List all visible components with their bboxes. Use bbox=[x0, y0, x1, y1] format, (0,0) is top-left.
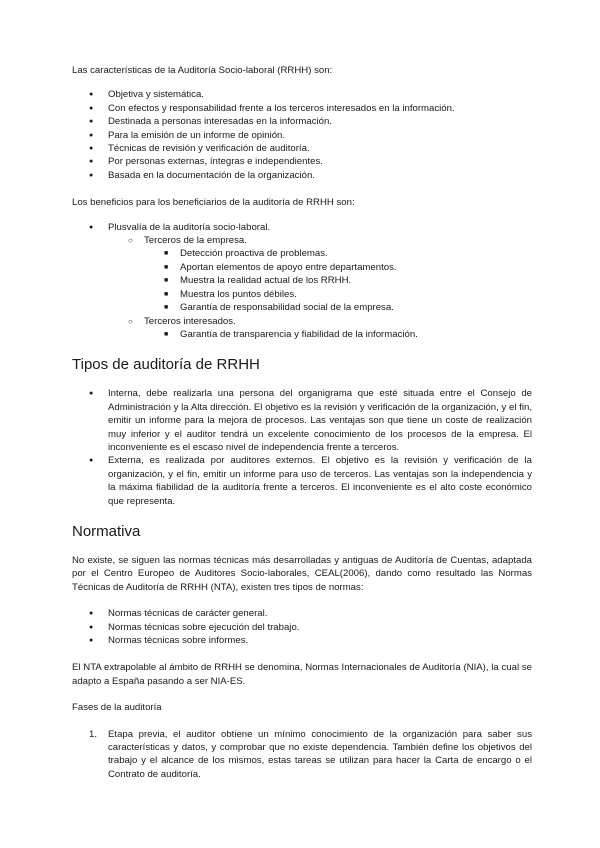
list-item: ■ Detección proactiva de problemas. bbox=[144, 247, 532, 260]
list-item: ● Normas técnicas sobre ejecución del trabajo. bbox=[72, 621, 532, 634]
list-item: ■ Aportan elementos de apoyo entre departamentos. bbox=[144, 261, 532, 274]
beneficio-plusvalia: Plusvalía de la auditoría socio-laboral. bbox=[108, 221, 271, 233]
tipos-list bbox=[72, 387, 532, 508]
interesados-items-list bbox=[144, 328, 532, 341]
list-item: ● Normas técnicas de carácter general. bbox=[72, 607, 532, 620]
terceros-empresa: Terceros de la empresa. bbox=[144, 235, 247, 247]
fases-label: Fases de la auditoría bbox=[72, 702, 162, 714]
normativa-heading: Normativa bbox=[72, 522, 141, 540]
list-item bbox=[108, 315, 532, 342]
list-item: ■ Garantía de transparencia y fiabilidad de la información. bbox=[144, 328, 532, 341]
document-page bbox=[72, 64, 532, 781]
list-item: ■ Garantía de responsabilidad social de la empresa. bbox=[144, 301, 532, 314]
normativa-paragraph-2: El NTA extrapolable al ámbito de RRHH se denomina, Normas Internacionales de Auditoría (NIA), la cual se adapto a España pasando a ser NIA-ES. bbox=[72, 662, 532, 687]
beneficios-list bbox=[72, 221, 532, 342]
list-item: ● Para la emisión de un informe de opinión. bbox=[72, 129, 532, 142]
list-item: ● Objetiva y sistemática. bbox=[72, 88, 532, 101]
list-item bbox=[72, 221, 532, 342]
list-item: ■ Muestra la realidad actual de los RRHH. bbox=[144, 274, 532, 287]
terceros-interesados: Terceros interesados. bbox=[144, 315, 236, 327]
fase-number: 1. bbox=[89, 728, 98, 740]
empresa-items-list bbox=[144, 247, 532, 314]
normas-list bbox=[72, 607, 532, 647]
fase-text: Etapa previa, el auditor obtiene un mínimo conocimiento de la organización para saber sus características y datos, y comprobar que no existe dependencia. También define los objetivos del trabajo y el alcance de los mismos, estas tareas se utilizan para hacer la Carta de encargo o el Contrato de auditoría. bbox=[108, 728, 532, 780]
list-item: ● Interna, debe realizarla una persona del organigrama que esté situada entre el Consejo de Administración y la Alta dirección. El objetivo es la revisión y verificación de la organización, y el fin, emitir un informe para la mejora de procesos. Las ventajas son que tiene un coste de realización muy inferior y el auditor tendrá un excelente conocimiento de los procesos de la empresa. El inconveniente es el escaso nivel de independencia frente a terceros. bbox=[72, 387, 532, 454]
list-item: ● Destinada a personas interesadas en la información. bbox=[72, 115, 532, 128]
tipos-heading: Tipos de auditoría de RRHH bbox=[72, 356, 260, 374]
normativa-paragraph-1: No existe, se siguen las normas técnicas más desarrolladas y antiguas de Auditoría de Cuentas, adaptada por el Centro Europeo de Auditores Socio-laborales, CEAL(2006), dando como resultado las Normas Técnicas de Auditoría de RRHH (NTA), existen tres tipos de normas: bbox=[72, 554, 532, 593]
list-item: ● Externa, es realizada por auditores externos. El objetivo es la revisión y verificación de la organización, y el fin, emitir un informe para uso de terceros. Las ventajas son la independencia y la máxima fiabilidad de la auditoría frente a terceros. El inconveniente es el alto coste económico que representa. bbox=[72, 454, 532, 508]
list-item bbox=[72, 728, 532, 782]
intro-beneficios: Los beneficios para los beneficiarios de la auditoría de RRHH son: bbox=[72, 197, 355, 209]
caracteristicas-list bbox=[72, 88, 532, 182]
list-item: ● Basada en la documentación de la organización. bbox=[72, 169, 532, 182]
list-item: ■ Muestra los puntos débiles. bbox=[144, 288, 532, 301]
list-item: ● Por personas externas, íntegras e independientes. bbox=[72, 155, 532, 168]
list-item: ● Técnicas de revisión y verificación de auditoría. bbox=[72, 142, 532, 155]
list-item: ● Normas técnicas sobre informes. bbox=[72, 634, 532, 647]
fases-list bbox=[72, 728, 532, 782]
list-item bbox=[108, 234, 532, 314]
beneficios-sublist bbox=[108, 234, 532, 341]
list-item: ● Con efectos y responsabilidad frente a los terceros interesados en la información. bbox=[72, 102, 532, 115]
intro-caracteristicas: Las características de la Auditoría Socio-laboral (RRHH) son: bbox=[72, 65, 333, 76]
